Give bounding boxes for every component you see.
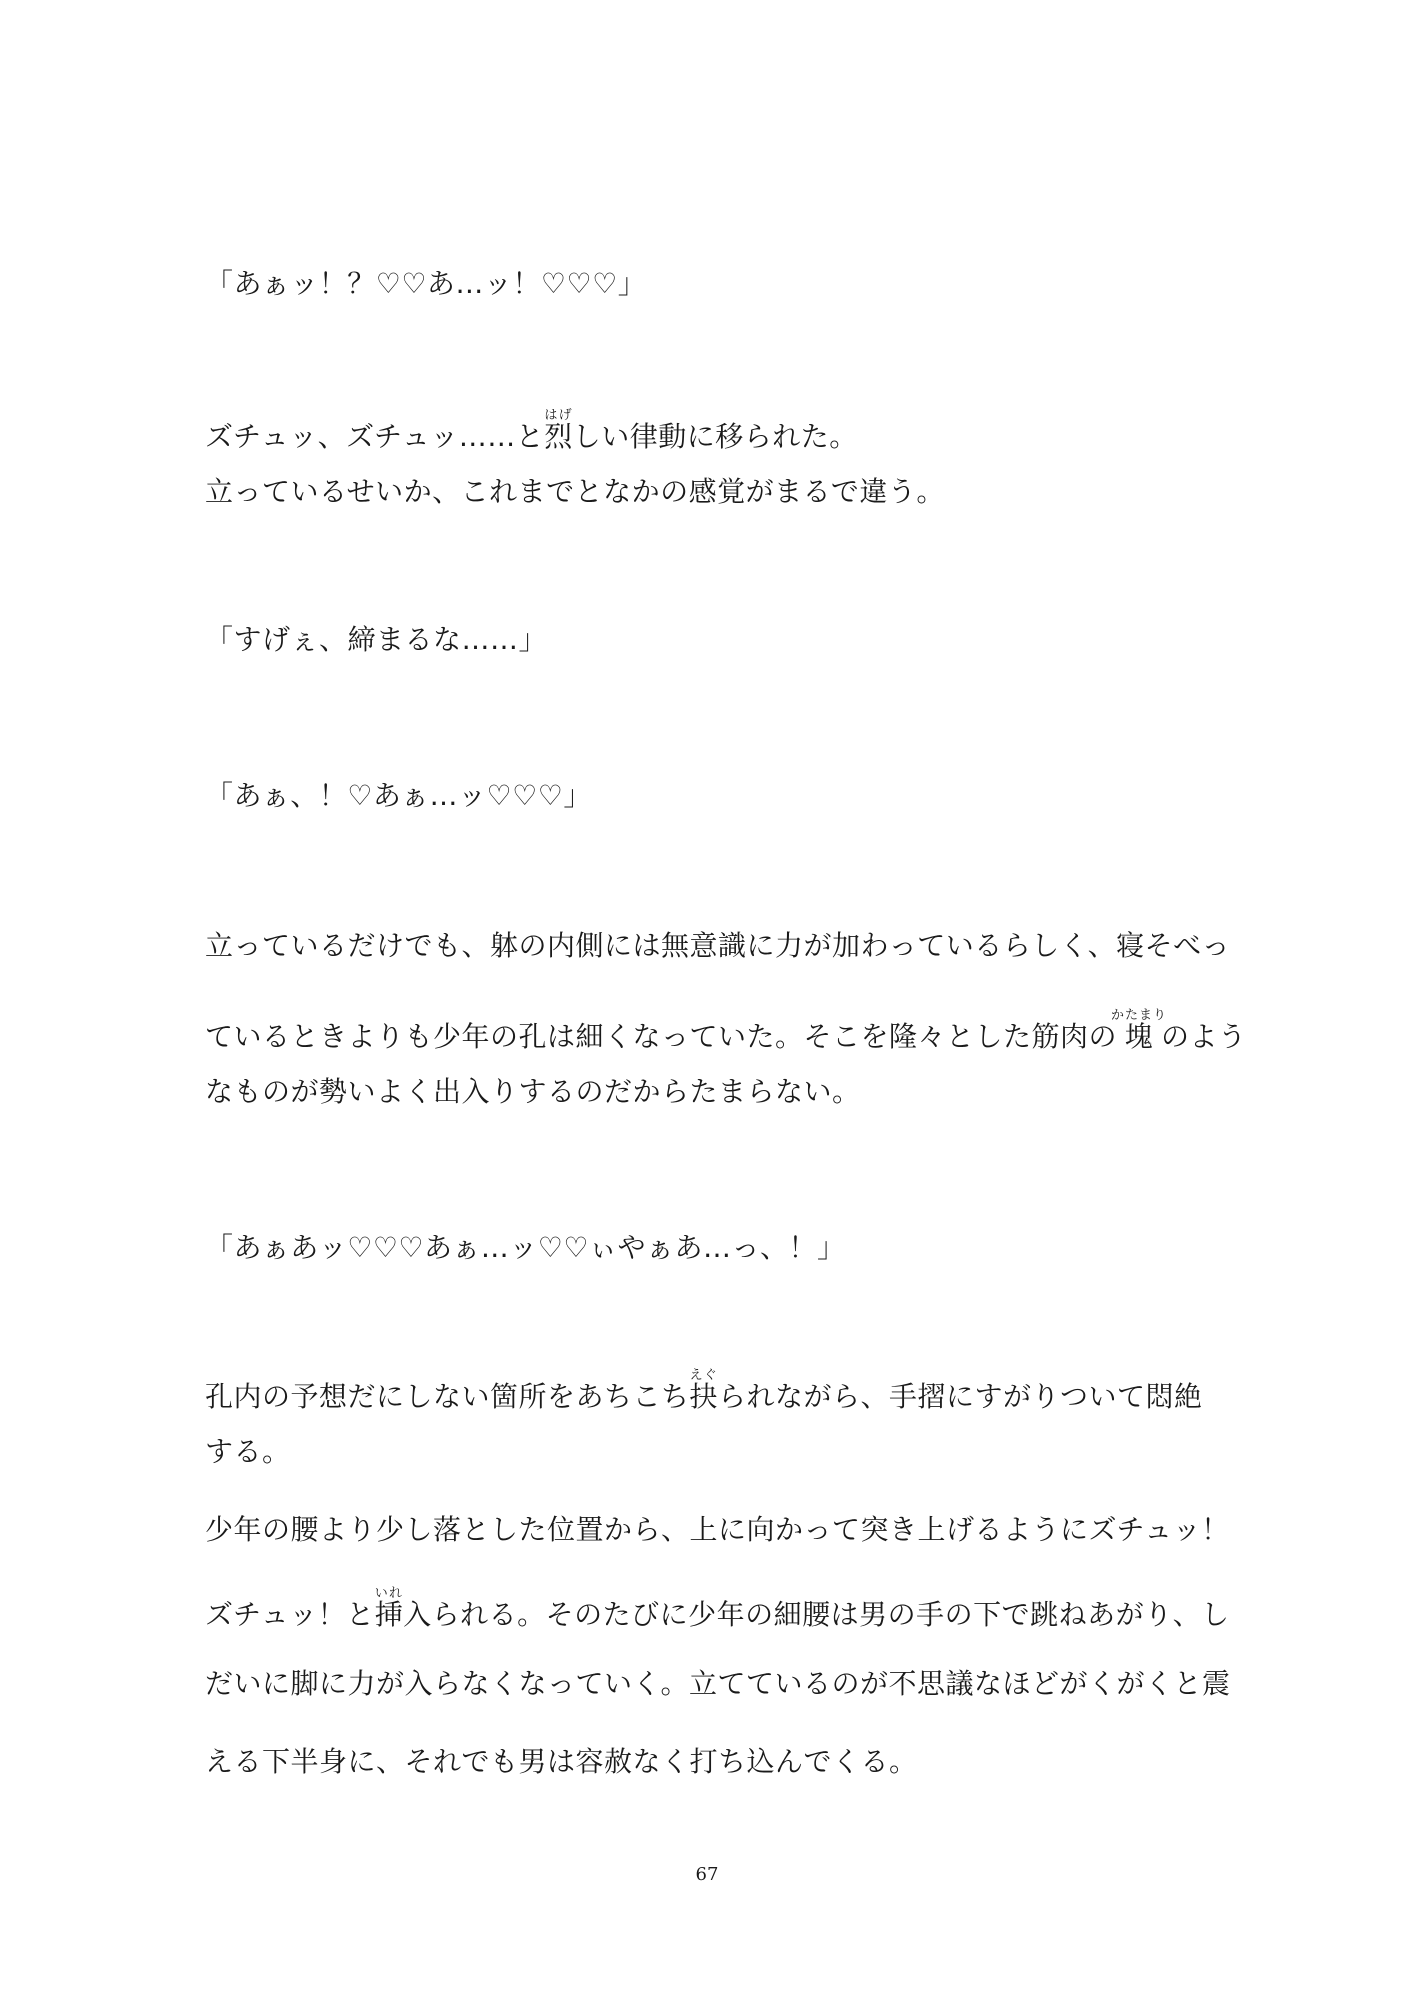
ruby-word (374, 1586, 404, 1631)
ruby-reading: えぐ (689, 1368, 719, 1383)
narration-line-12: 少年の腰より少し落とした位置から、上に向かって突き上げるようにズチュッ！ (205, 1513, 1230, 1546)
narration-line-7 (205, 1008, 1247, 1055)
narration-line-14: だいに脚に力が入らなくなっていく。立てているのが不思議なほどがくがくと震 (205, 1667, 1231, 1700)
narration-line-8: なものが勢いよく出入りするのだからたまらない。 (205, 1075, 861, 1108)
ruby-base: 烈 (544, 420, 573, 453)
narration-line-15: える下半身に、それでも男は容赦なく打ち込んでくる。 (205, 1745, 918, 1778)
ruby-reading: かたまり (1111, 1008, 1168, 1023)
text-after: られながら、手摺にすがりついて悶絶 (718, 1380, 1203, 1413)
page-number: 67 (695, 1864, 719, 1885)
text-before: ズチュッ、ズチュッ……と (205, 420, 545, 453)
dialogue-line-1: 「あぁッ！？♡♡あ…ッ！♡♡♡」 (205, 267, 647, 300)
ruby-reading: いれ (374, 1586, 404, 1601)
text-before: ズチュッ！と (205, 1598, 375, 1631)
narration-line-3: 立っているせいか、これまでとなかの感覚がまるで違う。 (205, 475, 945, 508)
text-after: のよう (1161, 1020, 1247, 1053)
dialogue-line-4: 「すげぇ、締まるな……」 (205, 623, 548, 656)
dialogue-line-9: 「あぁあッ♡♡♡あぁ…ッ♡♡ぃやぁあ…っ、！」 (205, 1231, 846, 1264)
text-after: しい律動に移られた。 (572, 420, 858, 453)
narration-line-11: する。 (205, 1435, 291, 1468)
ruby-base: 塊 (1111, 1020, 1168, 1053)
narration-line-10 (205, 1368, 1203, 1415)
ruby-base: 挿 (374, 1598, 404, 1631)
narration-line-6: 立っているだけでも、躰の内側には無意識に力が加わっているらしく、寝そべっ (205, 929, 1231, 962)
narration-line-2 (205, 408, 858, 455)
ruby-base: 抉 (689, 1380, 719, 1413)
ruby-word (544, 408, 573, 453)
dialogue-line-5: 「あぁ、！♡あぁ…ッ♡♡♡」 (205, 779, 592, 812)
narration-line-13 (205, 1586, 1230, 1633)
text-before: 孔内の予想だにしない箇所をあちこち (205, 1380, 690, 1413)
ruby-word (1111, 1008, 1168, 1053)
ruby-reading: はげ (544, 408, 573, 423)
ruby-word (689, 1368, 719, 1413)
text-after: 入られる。そのたびに少年の細腰は男の手の下で跳ねあがり、し (403, 1598, 1230, 1631)
text-before: ているときよりも少年の孔は細くなっていた。そこを隆々とした筋肉の (205, 1020, 1118, 1053)
